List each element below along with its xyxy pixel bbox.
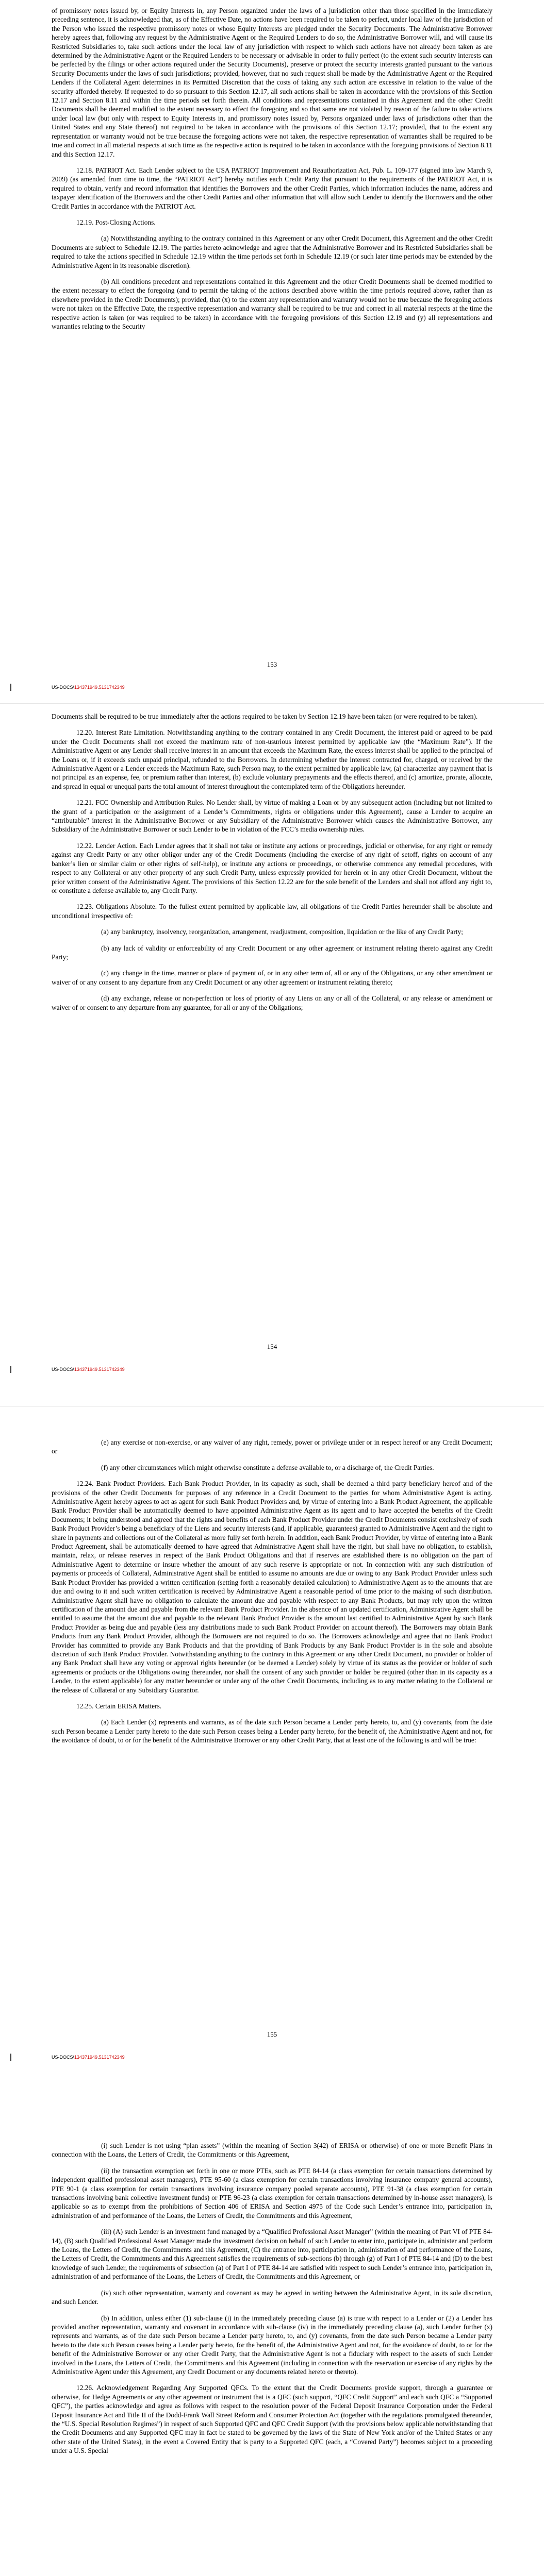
section-12-25-heading: 12.25. Certain ERISA Matters. xyxy=(76,1702,162,1710)
doc-footer xyxy=(52,1367,125,1372)
page-body xyxy=(52,1438,492,1752)
footer-code-2: 5 xyxy=(98,1367,102,1372)
clause-a: (a) any bankruptcy, insolvency, reorganization, arrangement, readjustment, composition, liquidation or the like of any Credit Party; xyxy=(101,928,463,936)
footer-sep: . xyxy=(97,2055,99,2060)
section-12-20: 12.20. Interest Rate Limitation. Notwithstanding anything to the contrary contained in any Credit Document, the interest paid or agreed to be paid under the Credit Documents shall not exceed the maximum rate of non-usurious interest permitted by applicable law (the “Maximum Rate”). If the Administrative Agent or any Lender shall receive interest in an amount that exceeds the Maximum Rate, the excess interest shall be applied to the principal of the Loans or, if it exceeds such unpaid principal, refunded to the Borrowers. In determining whether the interest contracted for, charged, or received by the Administrative Agent or a Lender exceeds the Maximum Rate, such Person may, to the extent permitted by applicable law, (a) characterize any payment that is not principal as an expense, fee, or premium rather than interest, (b) exclude voluntary prepayments and the effects thereof, and (c) amortize, prorate, allocate, and spread in equal or unequal parts the total amount of interest throughout the contemplated term of the Obligations hereunder. xyxy=(52,728,492,790)
section-12-18: 12.18. PATRIOT Act. Each Lender subject to the USA PATRIOT Improvement and Reauthorization Act, Pub. L. 109-177 (signed into law March 9, 2009) (as amended from time to time, the “PATRIOT Act”) hereby notifies each Credit Party that pursuant to the requirements of the PATRIOT Act, it is required to obtain, verify and record information that identifies the Borrowers and the other Credit Parties, which information includes the name, address and taxpayer identification of the Borrowers and the other Credit Parties and other information that will allow such Lender to identify the Borrowers and the other Credit Parties in accordance with the PATRIOT Act. xyxy=(52,166,492,210)
clause-ii: (ii) the transaction exemption set forth in one or more PTEs, such as PTE 84-14 (a class exemption for certain transactions determined by independent qualified professional asset managers), PTE 95-60 (a class exemption for certain transactions involving insurance company general accounts), PTE 90-1 (a class exemption for certain transactions involving insurance company pooled separate accounts), PTE 91-38 (a class exemption for certain transactions involving bank collective investment funds) or PTE 96-23 (a class exemption for certain transactions determined by in-house asset managers), is applicable so as to exempt from the prohibitions of Section 406 of ERISA and Section 4975 of the Code such Lender’s entrance into, participation in, administration of and performance of the Loans, the Letters of Credit, the Commitments and this Agreement, xyxy=(52,2166,492,2219)
clause-c: (c) any change in the time, manner or place of payment of, or in any other term of, all or any of the Obligations, or any other amendment or waiver of or any consent to any departure from any Credit Document or any other agreement or instrument relating thereto; xyxy=(52,969,492,986)
document-page-1 xyxy=(0,0,544,703)
section-12-22: 12.22. Lender Action. Each Lender agrees that it shall not take or institute any actions or proceedings, judicial or otherwise, for any right or remedy against any Credit Party or any other obligor under any of the Credit Documents (including the exercise of any right of setoff, rights on account of any banker’s lien or similar claim or other rights of self-help), or institute any actions or proceedings, or otherwise commence any remedial procedures, with respect to any Collateral or any other property of any such Credit Party, unless expressly provided for herein or in any other Credit Document, without the prior written consent of the Administrative Agent. The provisions of this Section 12.22 are for the sole benefit of the Lenders and shall not afford any right to, or constitute a defense available to, any Credit Party. xyxy=(52,841,492,894)
footer-code-2: 5 xyxy=(98,685,102,690)
change-bar xyxy=(10,1366,11,1373)
clause-iii: (iii) (A) such Lender is an investment fund managed by a “Qualified Professional Asset Manager” (within the meaning of Part VI of PTE 84-14), (B) such Qualified Professional Asset Manager made the investment decision on behalf of such Lender to enter into, participate in, administer and perform the Loans, the Letters of Credit, the Commitments and this Agreement, (C) the entrance into, participation in, administration of and performance of the Loans, the Letters of Credit, the Commitments and this Agreement satisfies the requirements of sub-sections (b) through (g) of Part I of PTE 84-14 and (D) to the best knowledge of such Lender, the requirements of subsection (a) of Part I of PTE 84-14 are satisfied with respect to such Lender’s entrance into, participation in, administration of and performance of the Loans, the Letters of Credit, the Commitments and this Agreement, or xyxy=(52,2228,492,2281)
clause-d: (d) any exchange, release or non-perfection or loss of priority of any Liens on any or all of the Collateral, or any release or amendment or waiver of or consent to any departure from any guarantee, for all or any of the Obligations; xyxy=(52,994,492,1011)
paragraph: Documents shall be required to be true immediately after the actions required to be taken by Section 12.19 have been taken (or were required to be taken). xyxy=(52,713,478,720)
section-12-19-heading: 12.19. Post-Closing Actions. xyxy=(76,218,156,226)
doc-footer xyxy=(52,685,125,690)
document-page-4 xyxy=(0,2110,544,2576)
clause-e: (e) any exercise or non-exercise, or any waiver of any right, remedy, power or privilege under or in respect hereof or any Credit Document; or xyxy=(52,1438,492,1455)
footer-prefix: US-DOCS\ xyxy=(52,2055,75,2060)
clause-a: (a) Notwithstanding anything to the contrary contained in this Agreement or any other Credit Document, this Agreement and the other Credit Documents are subject to Schedule 12.19. The parties hereto acknowledge and agree that the Administrative Borrower and its Restricted Subsidiaries shall be required to take the actions specified in Schedule 12.19 within the time periods set forth in Schedule 12.19 (or such later time periods may be extended by the Administrative Agent in its reasonable discretion). xyxy=(52,234,492,269)
footer-code-1: 134371949 xyxy=(74,685,98,690)
doc-footer xyxy=(52,2055,125,2060)
section-12-23: 12.23. Obligations Absolute. To the fullest extent permitted by applicable law, all obligations of the Credit Parties hereunder shall be absolute and unconditional irrespective of: xyxy=(52,903,492,920)
page-body xyxy=(52,6,492,338)
footer-prefix: US-DOCS\ xyxy=(52,1367,75,1372)
clause-b: (b) any lack of validity or enforceability of any Credit Document or any other agreement or instrument relating thereto against any Credit Party; xyxy=(52,944,492,961)
footer-code-3: 131742349 xyxy=(101,685,125,690)
page-body xyxy=(52,712,492,1019)
footer-prefix: US-DOCS\ xyxy=(52,685,75,690)
page-number: 153 xyxy=(267,660,277,668)
document-page-2 xyxy=(0,704,544,1406)
footer-sep: . xyxy=(97,685,99,690)
footer-code-3: 131742349 xyxy=(101,2055,125,2060)
clause-b: (b) All conditions precedent and representations contained in this Agreement and the other Credit Documents shall be deemed modified to the extent necessary to effect the foregoing (and to permit the taking of the actions described above within the time periods required above, rather than as elsewhere provided in the Credit Documents); provided, that (x) to the extent any representation and warranty would not be true because the foregoing actions were not taken on the Effective Date, the respective representation and warranty shall be required to be true and correct in all material respects at the time the respective action is taken (or was required to be taken) in accordance with the foregoing provisions of this Section 12.19 and (y) all representations and warranties relating to the Security xyxy=(52,277,492,330)
section-12-21: 12.21. FCC Ownership and Attribution Rules. No Lender shall, by virtue of making a Loan or by any subsequent action (including but not limited to the grant of a participation or the assignment of a Lender’s Commitments, rights or obligations under this Agreement), cause a Lender to acquire an “attributable” interest in the Administrative Borrower or any Subsidiary of the Administrative Borrower which causes the Administrative Borrower, any Subsidiary of the Administrative Borrower or such Lender to be in violation of the FCC’s media ownership rules. xyxy=(52,799,492,834)
footer-code-3: 131742349 xyxy=(101,1367,125,1372)
paragraph: of promissory notes issued by, or Equity Interests in, any Person organized under the laws of a jurisdiction other than those specified in the immediately preceding sentence, it is acknowledged that, as of the Effective Date, no actions have been required to be taken to perfect, under local law of the jurisdiction of the Person who issued the respective promissory notes or whose Equity Interests are pledged under the Security Documents. The Administrative Borrower hereby agrees that, following any request by the Administrative Agent or the Required Lenders to do so, the Administrative Borrower will, and will cause its Restricted Subsidiaries to, take such actions under the local law of any jurisdiction with respect to which such actions have not already been taken as are determined by the Administrative Agent or the Required Lenders to be necessary or advisable in order to fully perfect (to the extent such security interests can be perfected by the filings or other actions required under the Security Documents), preserve or protect the security interests granted pursuant to the various Security Documents under the laws of such jurisdictions; provided, however, that no such request shall be made by the Administrative Agent or the Required Lenders if the Collateral Agent determines in its Permitted Discretion that the costs of taking any such action are excessive in relation to the value of the security afforded thereby. If requested to do so pursuant to this Section 12.17, all such actions shall be taken in accordance with the provisions of this Section 12.17 and Section 8.11 and within the time periods set forth therein. All conditions and representations contained in this Agreement and the other Credit Documents shall be deemed modified to the extent necessary to effect the foregoing and so that same are not violated by reason of the failure to take actions under local law (but only with respect to Equity Interests in, and promissory notes issued by, Persons organized under laws of jurisdictions other than the United States and any State thereof) not required to be taken in accordance with the provisions of this Section 12.17; provided, that to the extent any representation or warranty would not be true because the foregoing actions were not taken, the respective representation of warranties shall be required to be true and correct in all material respects at such time as the respective action is required to be taken in accordance with the foregoing provisions of Section 8.11 and this Section 12.17. xyxy=(52,7,492,158)
page-number: 154 xyxy=(267,1343,277,1350)
footer-code-1: 134371949 xyxy=(74,2055,98,2060)
clause-i: (i) such Lender is not using “plan assets” (within the meaning of Section 3(42) of ERISA or otherwise) of one or more Benefit Plans in connection with the Loans, the Letters of Credit, the Commitments or this Agreement, xyxy=(52,2142,492,2159)
page-body xyxy=(52,2141,492,2463)
footer-code-2: 5 xyxy=(98,2055,102,2060)
section-12-26: 12.26. Acknowledgement Regarding Any Supported QFCs. To the extent that the Credit Documents provide support, through a guarantee or otherwise, for Hedge Agreements or any other agreement or instrument that is a QFC (such support, “QFC Credit Support” and each such QFC a “Supported QFC”), the parties acknowledge and agree as follows with respect to the resolution power of the Federal Deposit Insurance Corporation under the Federal Deposit Insurance Act and Title II of the Dodd-Frank Wall Street Reform and Consumer Protection Act (together with the regulations promulgated thereunder, the “U.S. Special Resolution Regimes”) in respect of such Supported QFC and QFC Credit Support (with the provisions below applicable notwithstanding that the Credit Documents and any Supported QFC may in fact be stated to be governed by the laws of the State of New York and/or of the United States or any other state of the United States), in the event a Covered Entity that is party to a Supported QFC (each, a “Covered Party”) becomes subject to a proceeding under a U.S. Special xyxy=(52,2384,492,2455)
document-page-3 xyxy=(0,1407,544,2110)
clause-b: (b) In addition, unless either (1) sub-clause (i) in the immediately preceding clause (a) is true with respect to a Lender or (2) a Lender has provided another representation, warranty and covenant in accordance with sub-clause (iv) in the immediately preceding clause (a), such Lender further (x) represents and warrants, as of the date such Person became a Lender party hereto, to, and (y) covenants, from the date such Person became a Lender party hereto to the date such Person ceases being a Lender party hereto, for the benefit of, the Administrative Agent and not, for the avoidance of doubt, to or for the benefit of the Administrative Borrower or any other Credit Party, that the Administrative Agent is not a fiduciary with respect to the assets of such Lender involved in the Loans, the Letters of Credit, the Commitments and this Agreement (including in connection with the reservation or exercise of any rights by the Administrative Agent under this Agreement, any Credit Document or any documents related hereto or thereto). xyxy=(52,2314,492,2376)
section-12-24: 12.24. Bank Product Providers. Each Bank Product Provider, in its capacity as such, shall be deemed a third party beneficiary hereof and of the provisions of the other Credit Documents for purposes of any reference in a Credit Document to the parties for whom Administrative Agent is acting. Administrative Agent hereby agrees to act as agent for such Bank Product Providers and, by virtue of entering into a Bank Product Agreement, the applicable Bank Product Provider shall be automatically deemed to have appointed Administrative Agent as its agent and to have accepted the benefits of the Credit Documents; it being understood and agreed that the rights and benefits of each Bank Product Provider under the Credit Documents consist exclusively of such Bank Product Provider’s being a beneficiary of the Liens and security interests (and, if applicable, guarantees) granted to Administrative Agent and the right to share in payments and collections out of the Collateral as more fully set forth herein. In addition, each Bank Product Provider, by virtue of entering into a Bank Product Agreement, shall be automatically deemed to have agreed that Administrative Agent shall have the right, but shall have no obligation, to establish, maintain, relax, or release reserves in respect of the Bank Product Obligations and that if reserves are established there is no obligation on the part of Administrative Agent to determine or insure whether the amount of any such reserve is appropriate or not. In connection with any such distribution of payments or proceeds of Collateral, Administrative Agent shall be entitled to assume no amounts are due or owing to any Bank Product Provider unless such Bank Product Provider has provided a written certification (setting forth a reasonably detailed calculation) to Administrative Agent as to the amounts that are due and owing to it and such written certification is received by Administrative Agent a reasonable period of time prior to the making of such distribution. Administrative Agent shall have no obligation to calculate the amount due and payable with respect to any Bank Products, but may rely upon the written certification of the amount due and payable from the relevant Bank Product Provider. In the absence of an updated certification, Administrative Agent shall be entitled to assume that the amount due and payable to the relevant Bank Product Provider is the amount last certified to Administrative Agent by such Bank Product Provider as being due and payable (less any distributions made to such Bank Product Provider on account thereof). The Borrowers may obtain Bank Products from any Bank Product Provider, although the Borrowers are not required to do so. The Borrowers acknowledge and agree that no Bank Product Provider has committed to provide any Bank Products and that the providing of Bank Products by any Bank Product Provider is in the sole and absolute discretion of such Bank Product Provider. Notwithstanding anything to the contrary in this Agreement or any other Credit Document, no provider or holder of any Bank Product shall have any voting or approval rights hereunder (or be deemed a Lender) solely by virtue of its status as the provider or holder of such agreements or products or the Obligations owing thereunder, nor shall the consent of any such provider or holder be required (other than in its capacity as a Lender, to the extent applicable) for any matter hereunder or under any of the other Credit Documents, including as to any matter relating to the Collateral or the release of Collateral or any Subsidiary Guarantor. xyxy=(52,1480,492,1694)
clause-f: (f) any other circumstances which might otherwise constitute a defense available to, or a discharge of, the Credit Parties. xyxy=(101,1463,434,1471)
clause-a: (a) Each Lender (x) represents and warrants, as of the date such Person became a Lender party hereto, to, and (y) covenants, from the date such Person became a Lender party hereto to the date such Person ceases being a Lender party hereto, for the benefit of, the Administrative Agent and not, for the avoidance of doubt, to or for the benefit of the Administrative Borrower or any other Credit Party, that at least one of the following is and will be true: xyxy=(52,1718,492,1744)
footer-sep: . xyxy=(97,1367,99,1372)
page-number: 155 xyxy=(267,2030,277,2038)
footer-code-1: 134371949 xyxy=(74,1367,98,1372)
change-bar xyxy=(10,684,11,691)
clause-iv: (iv) such other representation, warranty and covenant as may be agreed in writing between the Administrative Agent, in its sole discretion, and such Lender. xyxy=(52,2289,492,2306)
change-bar xyxy=(10,2054,11,2061)
